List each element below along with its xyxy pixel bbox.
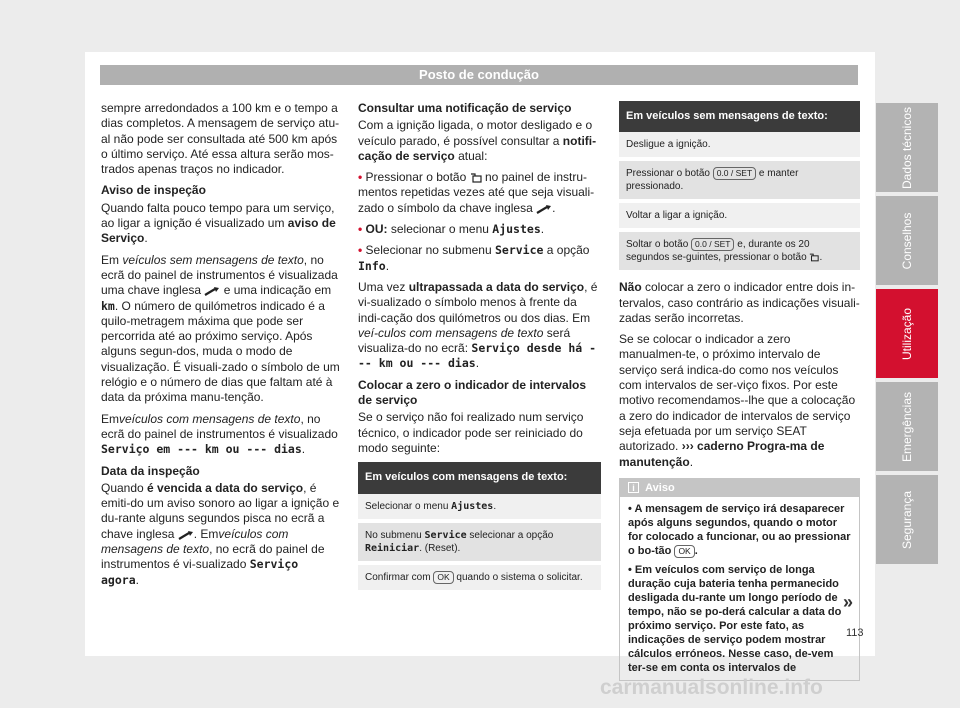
section-heading: Consultar uma notificação de serviço [358,101,572,115]
wrench-icon [536,204,552,214]
paragraph: Quando é vencida a data do serviço, é emiti-do um aviso sonoro ao ligar a ignição e du-rante alguns segundos pisca no ecrã a chave inglesa . Emveículos com mensagens de texto, no ecrã do painel de instrumentos é vi-sualizado Serviço agora. [101,480,340,587]
tab-emergencias[interactable]: Emergências [876,382,938,471]
ok-button-symbol: OK [674,545,694,558]
warning-icon [628,482,639,493]
tab-dados-tecnicos[interactable]: Dados técnicos [876,103,938,192]
chapter-tabs [876,103,938,568]
bullet-item: • Pressionar o botão no painel de instru-mentos repetidas vezes até que seja visuali-zado o símbolo da chave inglesa . [358,170,595,215]
svg-text:i: i [632,483,635,494]
trip-button-icon [809,253,819,262]
section-heading: Data da inspeção [101,463,200,478]
wrench-icon [204,286,220,296]
paragraph: Emveículos com mensagens de texto, no ecrã do painel de instrumentos é visualizado Serviço em --- km ou --- dias. [101,411,338,457]
paragraph: Se o serviço não foi realizado num serviço técnico, o indicador pode ser reiniciado do modo seguinte: [358,410,584,455]
paragraph: Com a ignição ligada, o motor desligado e o veículo parado, é possível consultar a notifi-cação de serviço atual: [358,118,597,163]
bullet-item: • A mensagem de serviço irá desaparecer após alguns segundos, quando o motor for colocado a funcionar, ou ao pressionar o bo-tão OK . [628,502,851,557]
paragraph: Se se colocar o indicador a zero manualmen-te, o próximo intervalo de serviço será indica-do como nos veículos com intervalos de ser-viço fixos. Por este motivo recomendamos--lhe que a colocação a zero do indicador de intervalos de serviço seja efetuada por um serviço SEAT autorizado. ››› caderno Progra-ma de manutenção. [619,332,856,469]
bullet-item: • Selecionar no submenu Service a opção Info. [358,243,590,273]
warning-box-header: i Aviso [620,479,859,497]
table-row: Pressionar o botão 0.0 / SET e manter pressionado. [619,161,860,199]
set-button-symbol: 0.0 / SET [691,238,734,251]
continued-marker: » [843,592,854,612]
table-row: No submenu Service selecionar a opção Reiniciar. (Reset). [358,523,601,561]
bullet-item: • Em veículos com serviço de longa duração cuja bateria tenha permanecido desligada du-rante um longo período de tempo, não se po-derá calcular a data do próximo serviço. Por este fato, as indicações de serviço podem mostrar cálculos erróneos. Nesse caso, de-vem ter-se em conta os intervalos de [628,563,842,674]
set-button-symbol: 0.0 / SET [713,167,756,180]
warning-box-body [620,497,859,675]
instruction-table [619,101,860,270]
table-row: Selecionar o menu Ajustes. [358,494,601,519]
wrench-icon [178,530,194,540]
watermark: carmanualsonline.info [600,676,823,699]
paragraph: Quando falta pouco tempo para um serviço, ao ligar a ignição é visualizado um aviso de Serviço. [101,200,336,246]
paragraph: Não colocar a zero o indicador entre dois in-tervalos, caso contrário as indicações visuali-zadas serão incorretas. [619,280,860,325]
paragraph: sempre arredondados a 100 km e o tempo a dias completos. A mensagem de serviço atu-al não pode ser consultada até 500 km após o último serviço. Até essa altura serão mos-trados apenas traços no indicador. [101,101,340,177]
table-row: Voltar a ligar a ignição. [619,203,860,228]
trip-button-icon [470,173,482,183]
table-row: Desligue a ignição. [619,132,860,157]
warning-box [619,478,860,681]
column-1 [101,101,341,594]
page-number: 113 [846,627,864,639]
table-header: Em veículos com mensagens de texto: [358,462,601,493]
table-header: Em veículos sem mensagens de texto: [619,101,860,132]
section-heading: Aviso de inspeção [101,183,206,198]
column-3 [619,101,860,681]
tab-utilizacao[interactable]: Utilização [876,289,938,378]
column-2 [358,101,601,600]
paragraph: Em veículos sem mensagens de texto, no ecrã do painel de instrumentos é visualizada uma chave inglesa e uma indicação em km. O número de quilómetros indicado é a quilo-metragem máxima que pode ser percorrida até ao próximo serviço. Após alguns segun-dos, muda o modo de visualização. É visuali-zado o símbolo de um relógio e o número de dias que faltam até à data da próxima manu-tenção. [101,252,340,405]
table-row: Soltar o botão 0.0 / SET e, durante os 20 segundos se-guintes, pressionar o botão . [619,232,860,270]
instruction-table [358,462,601,589]
ok-button-symbol: OK [433,571,453,584]
bullet-item: • OU: selecionar o menu Ajustes. [358,222,545,237]
tab-conselhos[interactable]: Conselhos [876,196,938,285]
table-row: Confirmar com OK quando o sistema o solicitar. [358,565,601,590]
section-heading: Colocar a zero o indicador de intervalos de serviço [358,377,587,408]
page-header: Posto de condução [100,65,858,85]
tab-seguranca[interactable]: Segurança [876,475,938,564]
paragraph: Uma vez ultrapassada a data do serviço, é vi-sualizado o símbolo menos à frente da indi-cação dos quilómetros ou dos dias. Em veí-culos com mensagens de texto será visualiza-do no ecrã: Serviço desde há --- km ou --- dias. [358,279,598,371]
